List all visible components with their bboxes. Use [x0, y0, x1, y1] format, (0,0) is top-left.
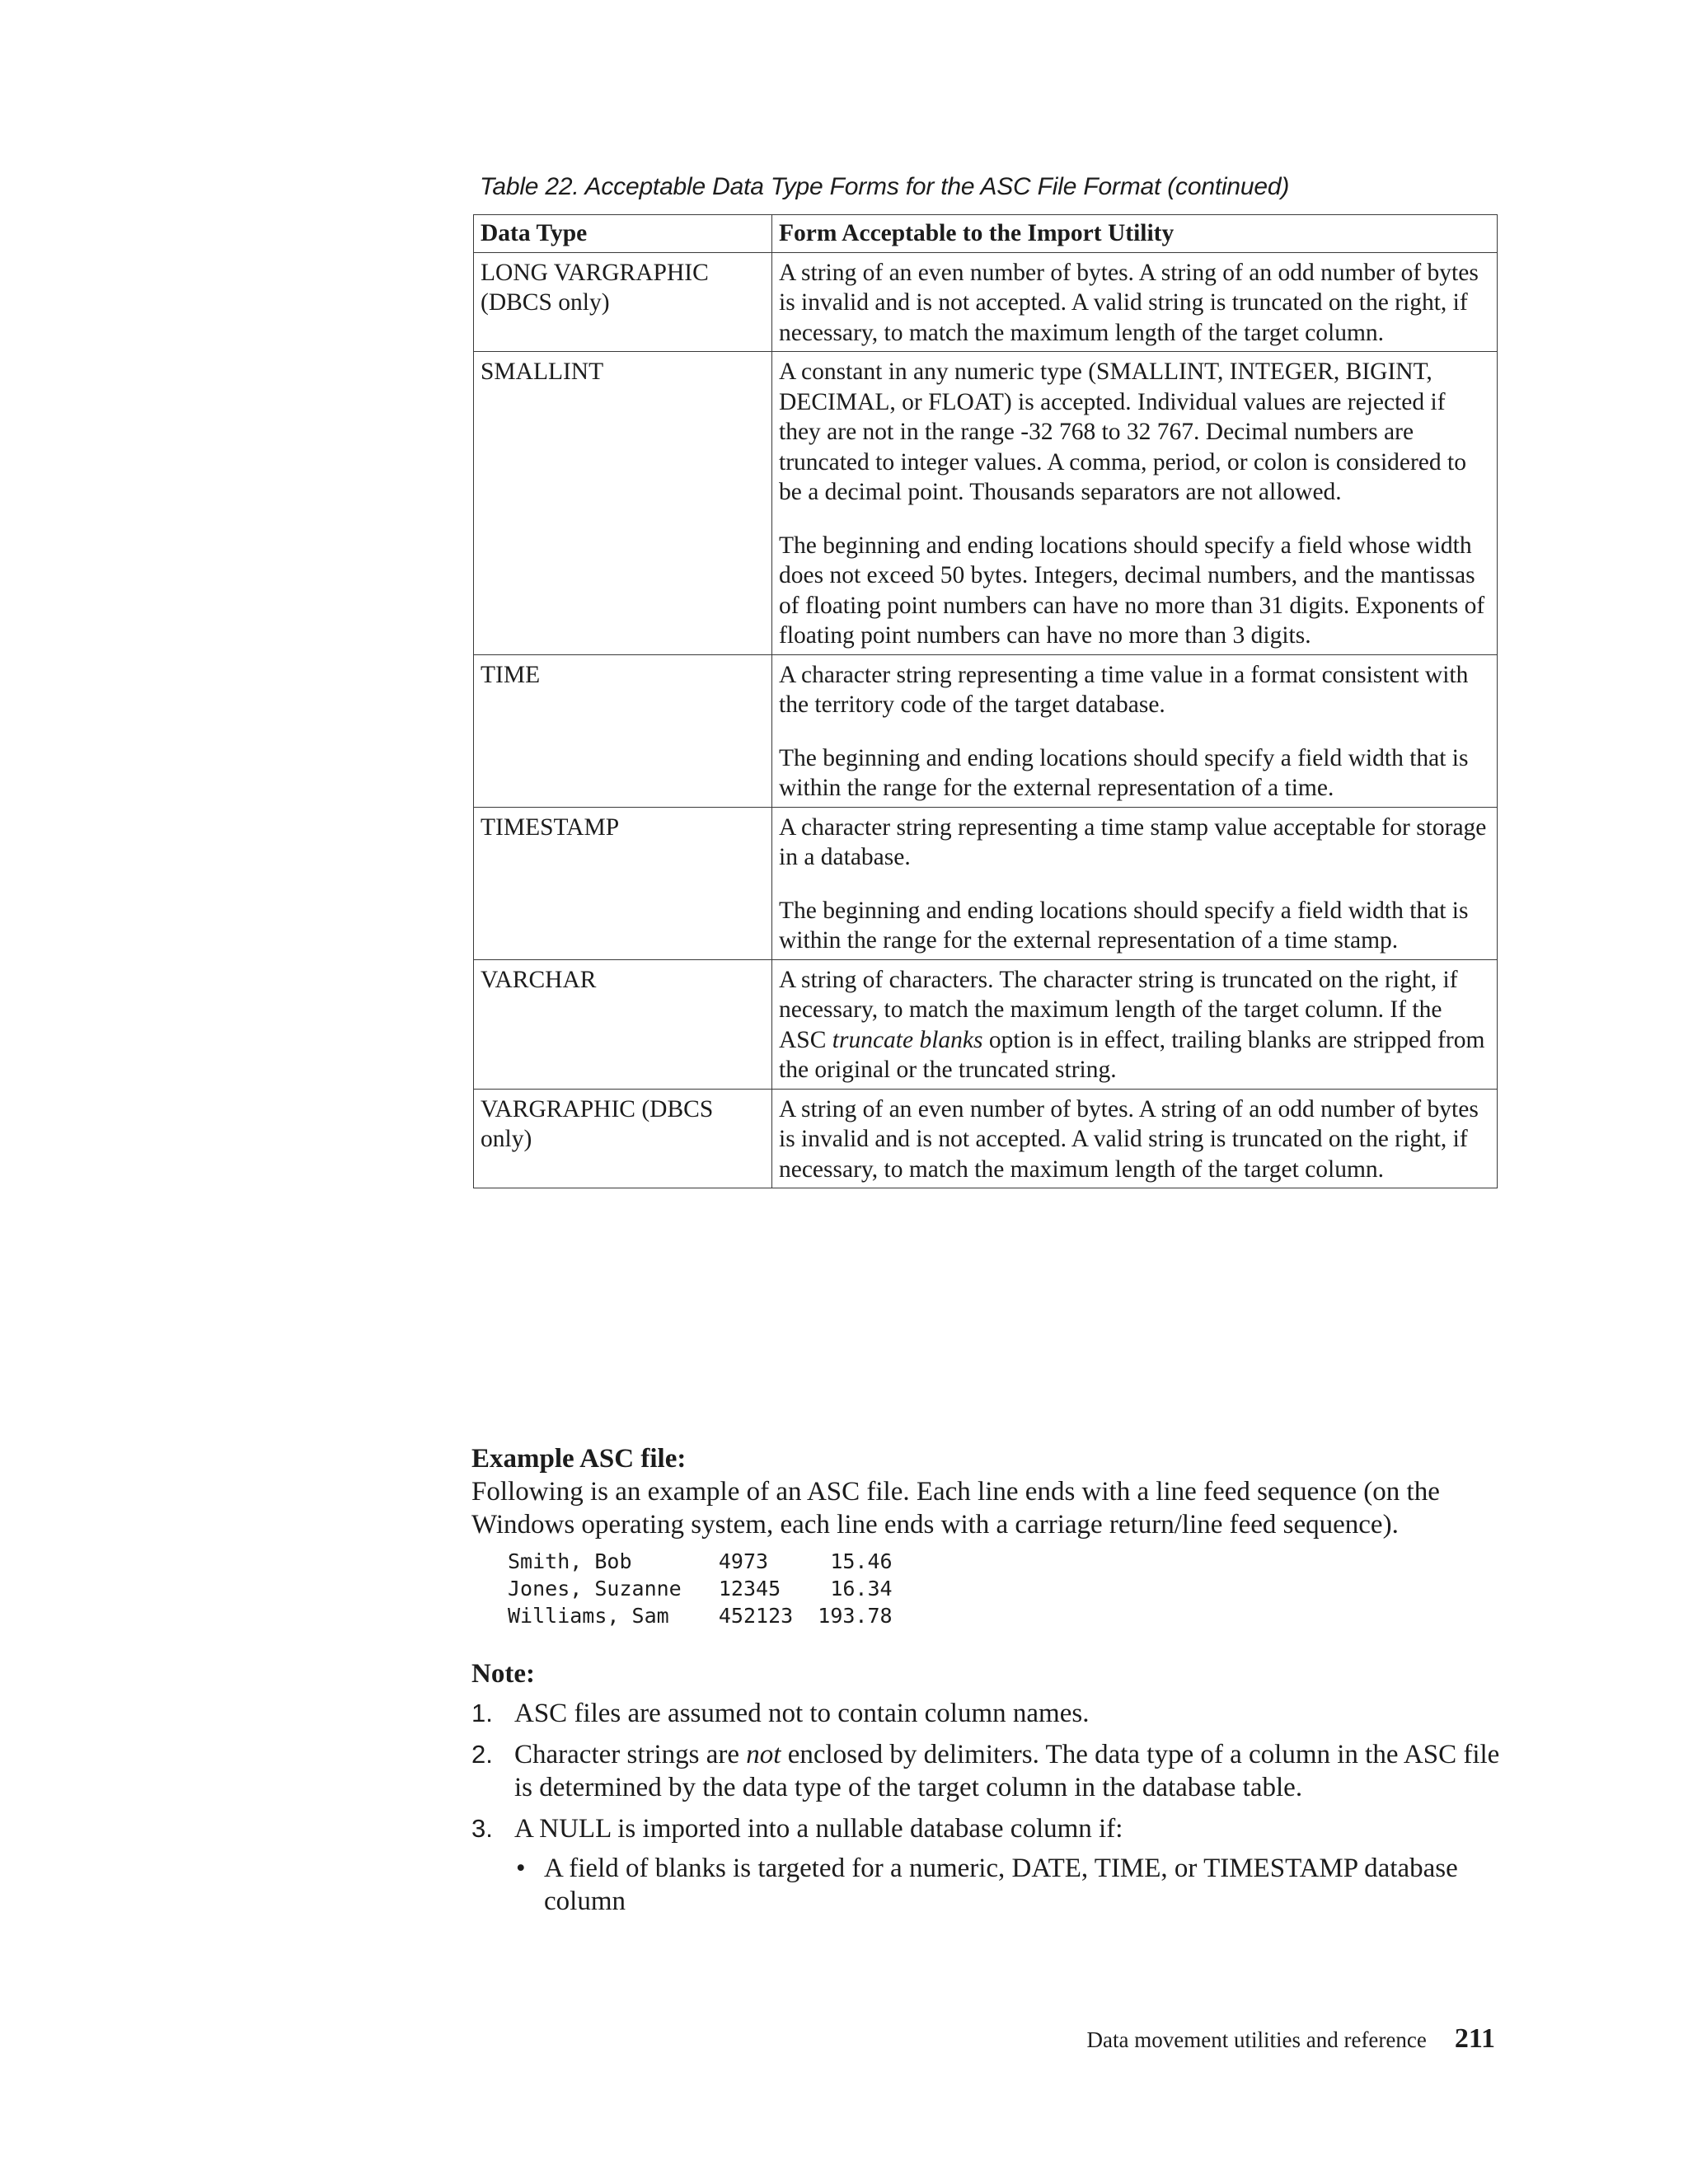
note-subitem-text: A field of blanks is targeted for a numeric, DATE, TIME, or TIMESTAMP database column [544, 1854, 1458, 1916]
note-list [471, 1697, 1502, 1918]
footer-title: Data movement utilities and reference [1086, 2027, 1427, 2052]
page-number: 211 [1454, 2023, 1495, 2054]
example-heading: Example ASC file: [471, 1444, 687, 1474]
note-number: 1. [471, 1699, 493, 1727]
data-type-cell: TIME [474, 654, 772, 807]
data-type-cell: VARCHAR [474, 959, 772, 1089]
data-type-cell: LONG VARGRAPHIC (DBCS only) [474, 252, 772, 352]
note-text-delimiters: Character strings are not enclosed by delimiters. The data type of a column in the ASC file is determined by the data type of the target column in the database table. [514, 1740, 1500, 1802]
emphasis-text: not [746, 1740, 781, 1769]
form-cell [772, 1089, 1498, 1188]
form-cell [772, 252, 1498, 352]
form-cell [772, 654, 1498, 807]
table-row [474, 654, 1498, 807]
form-paragraph: The beginning and ending locations should specify a field width that is within the range for the external representation of a time. [779, 744, 1469, 801]
note-number: 3. [471, 1814, 493, 1843]
form-cell [772, 959, 1498, 1089]
form-paragraph: A character string representing a time stamp value acceptable for storage in a database. [779, 813, 1487, 870]
note-sublist [514, 1852, 1502, 1918]
note-number: 2. [471, 1740, 493, 1769]
table-row [474, 352, 1498, 655]
table-row [474, 1089, 1498, 1188]
table-header-row [474, 215, 1498, 253]
data-type-table [473, 214, 1498, 1188]
form-cell [772, 807, 1498, 959]
form-paragraph: A constant in any numeric type (SMALLINT, INTEGER, BIGINT, DECIMAL, or FLOAT) is accepted. Individual values are rejected if they are not in the range -32 768 to 32 767. Decimal numbers are truncated to integer values. A comma, period, or colon is considered to be a decimal point. Thousands separators are not allowed. [779, 359, 1466, 505]
note-item [471, 1697, 1502, 1730]
note-text: ASC files are assumed not to contain column names. [514, 1699, 1090, 1728]
column-header-data-type: Data Type [474, 215, 772, 253]
note-text: A NULL is imported into a nullable database column if: [514, 1814, 1123, 1844]
page-footer [1087, 2023, 1495, 2055]
table-row [474, 807, 1498, 959]
note-subitem [514, 1852, 1502, 1918]
note-item [471, 1812, 1502, 1918]
emphasis-text: truncate blanks [832, 1026, 983, 1053]
code-sample [508, 1548, 1502, 1629]
example-intro: Following is an example of an ASC file. Each line ends with a line feed sequence (on the Windows operating system, each line ends with a carriage return/line feed sequence). [471, 1477, 1440, 1540]
example-section [471, 1442, 1502, 1926]
bullet-icon: • [516, 1854, 526, 1883]
form-paragraph: The beginning and ending locations should specify a field whose width does not exceed 50 bytes. Integers, decimal numbers, and the mantissas of floating point numbers can have no more than 31 digits. Exponents of floating point numbers can have no more than 3 digits. [779, 532, 1485, 649]
code-line: Smith, Bob 4973 15.46 [508, 1549, 893, 1573]
form-paragraph: A string of an even number of bytes. A string of an odd number of bytes is invalid and is not accepted. A valid string is truncated on the right, if necessary, to match the maximum length of the target column. [779, 1095, 1479, 1183]
note-item [471, 1738, 1502, 1804]
form-cell [772, 352, 1498, 655]
form-paragraph: A character string representing a time value in a format consistent with the territory code of the target database. [779, 661, 1469, 718]
code-line: Williams, Sam 452123 193.78 [508, 1604, 893, 1628]
code-line: Jones, Suzanne 12345 16.34 [508, 1577, 893, 1601]
form-paragraph-varchar: A string of characters. The character string is truncated on the right, if necessary, to match the maximum length of the target column. If the ASC truncate blanks option is in effect, trailing blanks are stripped from the original or the truncated string. [779, 966, 1485, 1083]
data-type-cell: TIMESTAMP [474, 807, 772, 959]
column-header-form: Form Acceptable to the Import Utility [772, 215, 1498, 253]
data-type-cell: VARGRAPHIC (DBCS only) [474, 1089, 772, 1188]
note-heading: Note: [471, 1659, 535, 1689]
table-row [474, 959, 1498, 1089]
data-type-cell: SMALLINT [474, 352, 772, 655]
form-paragraph: A string of an even number of bytes. A string of an odd number of bytes is invalid and is not accepted. A valid string is truncated on the right, if necessary, to match the maximum length of the target column. [779, 259, 1479, 346]
table-row [474, 252, 1498, 352]
form-paragraph: The beginning and ending locations should specify a field width that is within the range for the external representation of a time stamp. [779, 897, 1469, 954]
table-caption: Table 22. Acceptable Data Type Forms for the ASC File Format (continued) [480, 173, 1290, 200]
